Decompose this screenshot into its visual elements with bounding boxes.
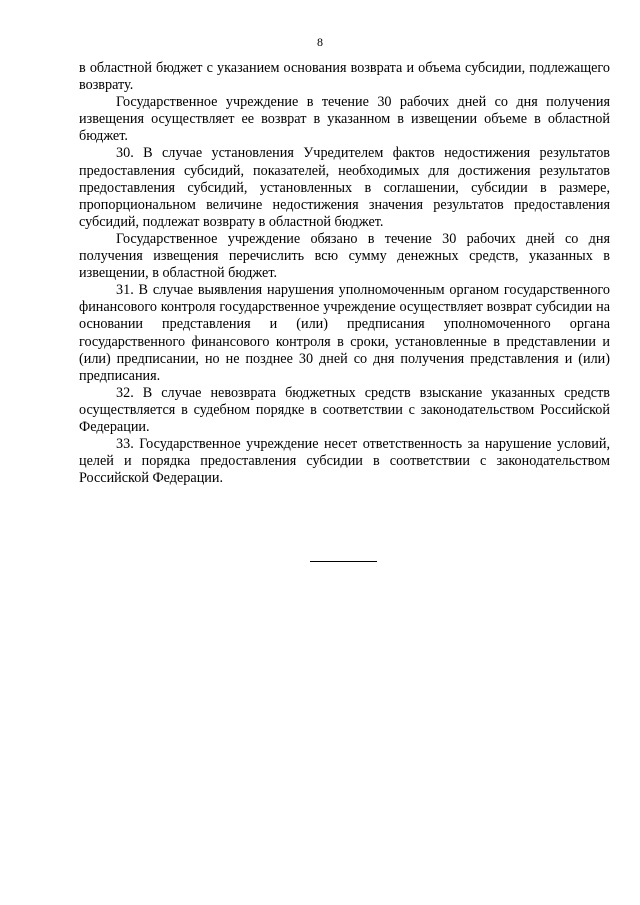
paragraph-transfer-obligation: Государственное учреждение обязано в течение 30 рабочих дней со дня получения извещения перечислить всю сумму денежных средств, указанных в извещении, в областной бюджет. [79, 230, 610, 282]
document-body [79, 60, 610, 487]
paragraph-clause-32: 32. В случае невозврата бюджетных средств взыскание указанных средств осуществляется в судебном порядке в соответствии с законодательством Российской Федерации. [79, 384, 610, 435]
page-number: 8 [317, 35, 323, 49]
paragraph-clause-30: 30. В случае установления Учредителем фактов недостижения результатов предоставления субсидий, показателей, необходимых для достижения результатов предоставления субсидий, установленных в соглашении, субсидии в размере, пропорциональном величине недостижения значения результатов предоставления субсидий, подлежат возврату в областной бюджет. [79, 145, 610, 230]
end-of-document-rule [310, 561, 377, 562]
paragraph-clause-33: 33. Государственное учреждение несет ответственность за нарушение условий, целей и порядка предоставления субсидии в соответствии с законодательством Российской Федерации. [79, 436, 610, 487]
paragraph-clause-31: 31. В случае выявления нарушения уполномоченным органом государственного финансового контроля государственное учреждение осуществляет возврат субсидии на основании представления и (или) предписания уполномоченного органа государственного финансового контроля в сроки, установленные в представлении и (или) предписании, но не позднее 30 дней со дня получения представления и (или) предписания. [79, 282, 610, 384]
paragraph-return-deadline: Государственное учреждение в течение 30 рабочих дней со дня получения извещения осуществляет ее возврат в указанном в извещении объеме в областной бюджет. [79, 94, 610, 145]
paragraph-continuation: в областной бюджет с указанием основания возврата и объема субсидии, подлежащего возврату. [79, 60, 610, 94]
